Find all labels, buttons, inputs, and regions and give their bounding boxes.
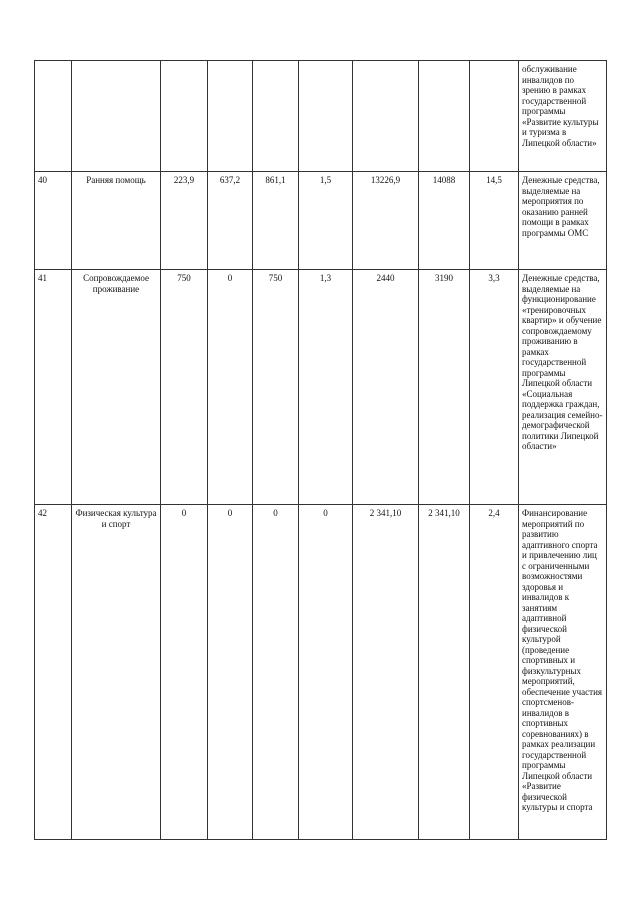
cell-value: 0 [208, 505, 253, 840]
cell-value: 2 341,10 [419, 505, 470, 840]
cell-value: 3,3 [470, 270, 519, 505]
cell-value: 13226,9 [353, 172, 419, 270]
data-table [34, 60, 607, 840]
cell-value: 2,4 [470, 505, 519, 840]
cell-value [208, 61, 253, 172]
cell-value: 1,5 [299, 172, 353, 270]
cell-value: 0 [161, 505, 208, 840]
cell-value [253, 61, 299, 172]
cell-value: 0 [253, 505, 299, 840]
cell-value [299, 61, 353, 172]
row-name [72, 61, 161, 172]
row-number [35, 61, 72, 172]
table-row [35, 61, 607, 172]
cell-value: 0 [208, 270, 253, 505]
cell-value: 0 [299, 505, 353, 840]
cell-value: 861,1 [253, 172, 299, 270]
row-note: Денежные средства, выделяемые на функционирование «тренировочных квартир» и обучение сопровождаемому проживанию в рамках государственной программы Липецкой области «Социальная поддержка граждан, реализация семейно-демографической политики Липецкой области» [519, 270, 607, 505]
row-number: 41 [35, 270, 72, 505]
cell-value: 750 [253, 270, 299, 505]
row-name: Сопровождаемое проживание [72, 270, 161, 505]
row-name: Физическая культура и спорт [72, 505, 161, 840]
cell-value: 1,3 [299, 270, 353, 505]
row-note: Финансирование мероприятий по развитию адаптивного спорта и привлечению лиц с ограниченными возможностями здоровья и инвалидов к занятиям адаптивной физической культурой (проведение спортивных и физкультурных мероприятий, обеспечение участия спортсменов-инвалидов в спортивных соревнованиях) в рамках реализации государственной программы Липецкой области «Развитие физической культуры и спорта [519, 505, 607, 840]
cell-value [419, 61, 470, 172]
row-name: Ранняя помощь [72, 172, 161, 270]
cell-value: 223,9 [161, 172, 208, 270]
row-number: 42 [35, 505, 72, 840]
row-note: Денежные средства, выделяемые на мероприятия по оказанию ранней помощи в рамках программы ОМС [519, 172, 607, 270]
cell-value: 750 [161, 270, 208, 505]
cell-value: 14,5 [470, 172, 519, 270]
table-row [35, 270, 607, 505]
row-note: обслуживание инвалидов по зрению в рамках государственной программы «Развитие культуры и туризма в Липецкой области» [519, 61, 607, 172]
cell-value: 14088 [419, 172, 470, 270]
cell-value: 637,2 [208, 172, 253, 270]
cell-value: 2440 [353, 270, 419, 505]
table-row [35, 505, 607, 840]
cell-value [470, 61, 519, 172]
cell-value [353, 61, 419, 172]
cell-value: 2 341,10 [353, 505, 419, 840]
row-number: 40 [35, 172, 72, 270]
cell-value: 3190 [419, 270, 470, 505]
cell-value [161, 61, 208, 172]
table-row [35, 172, 607, 270]
